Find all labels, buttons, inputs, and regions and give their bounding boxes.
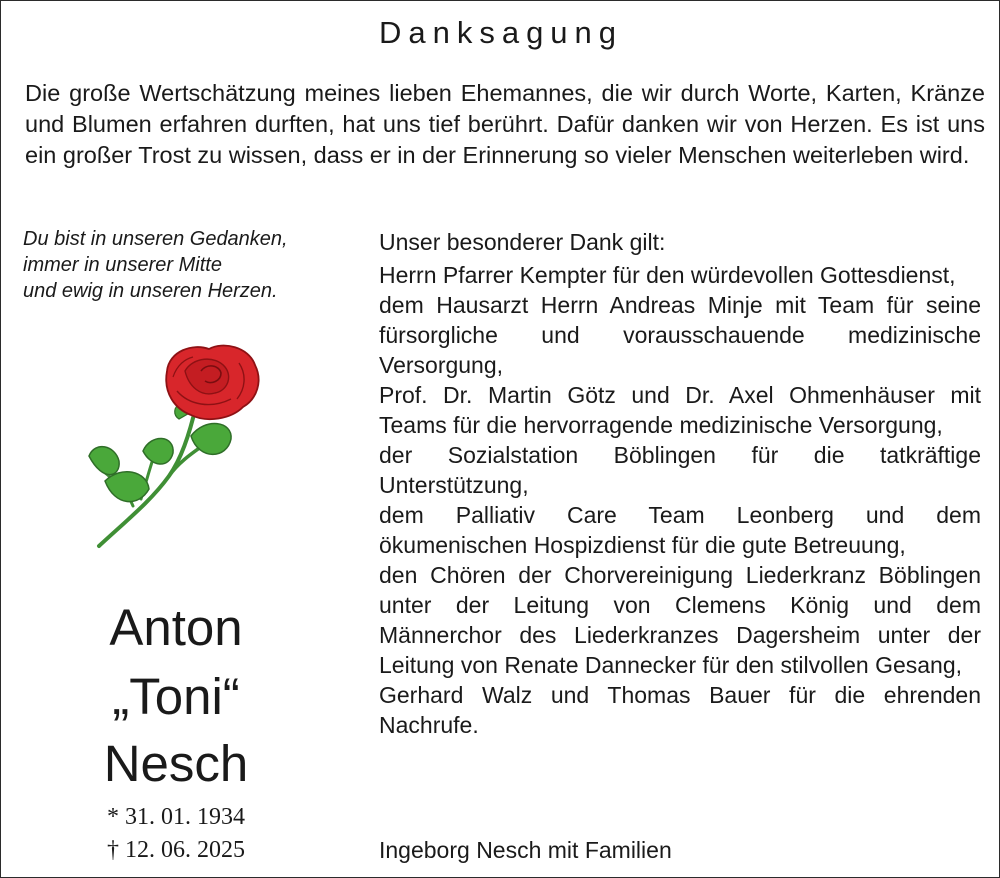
thanks-heading: Unser besonderer Dank gilt:: [379, 229, 666, 255]
rose-leaf: [89, 447, 119, 475]
deceased-last-name: Nesch: [103, 735, 249, 792]
thanks-entry: Prof. Dr. Martin Götz und Dr. Axel Ohmenhäuser mit Teams für die hervorragende medizinische Versorgung,: [379, 382, 981, 438]
thanks-entry: dem Palliativ Care Team Leonberg und dem ökumenischen Hospizdienst für die gute Betreuung,: [379, 502, 981, 558]
death-date: † 12. 06. 2025: [107, 837, 245, 863]
thanks-entry: Gerhard Walz und Thomas Bauer für die ehrenden Nachrufe.: [379, 682, 981, 738]
birth-date: * 31. 01. 1934: [107, 804, 245, 830]
rose-leaf: [105, 472, 149, 502]
deceased-nickname: „Toni“: [112, 668, 240, 725]
rose-leaf: [143, 438, 173, 464]
red-rose-icon: [81, 341, 271, 556]
thanks-list: [379, 227, 981, 740]
thanks-entry: den Chören der Chorvereinigung Liederkranz Böblingen unter der Leitung von Clemens König und dem Männerchor des Liederkranzes Dagersheim unter der Leitung von Renate Dannecker für den stilvollen Gesang,: [379, 562, 981, 678]
thanks-entry: der Sozialstation Böblingen für die tatkräftige Unterstützung,: [379, 442, 981, 498]
thanks-entry: dem Hausarzt Herrn Andreas Minje mit Team für seine fürsorgliche und vorausschauende medizinische Versorgung,: [379, 292, 981, 378]
notice-title: Danksagung: [378, 15, 624, 50]
motto-verse: [23, 226, 343, 304]
motto-line: Du bist in unseren Gedanken,: [23, 228, 288, 250]
intro-paragraph: Die große Wertschätzung meines lieben Ehemannes, die wir durch Worte, Karten, Kränze und Blumen erfahren durften, hat uns tief berührt. Dafür danken wir von Herzen. Es ist uns ein großer Trost zu wissen, dass er in der Erinnerung so vieler Menschen weiterleben wird.: [25, 80, 985, 168]
deceased-first-name: Anton: [109, 599, 243, 656]
motto-line: und ewig in unseren Herzen.: [23, 280, 278, 302]
motto-line: immer in unserer Mitte: [23, 254, 222, 276]
thanks-entry: Herrn Pfarrer Kempter für den würdevollen Gottesdienst,: [379, 262, 956, 288]
signature: Ingeborg Nesch mit Familien: [379, 837, 672, 863]
